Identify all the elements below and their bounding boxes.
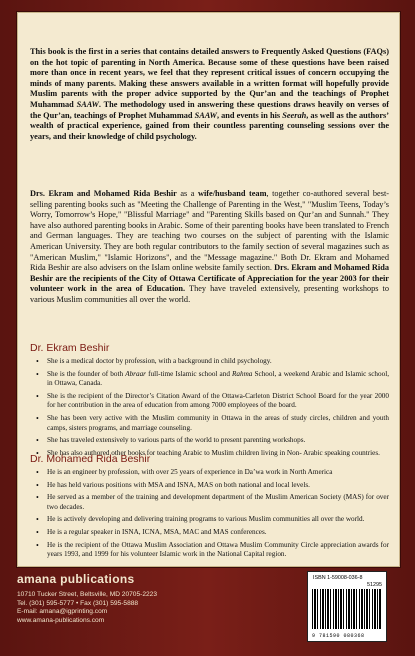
publisher-address: 10710 Tucker Street, Beltsville, MD 20705-2223 bbox=[17, 591, 158, 598]
ekram-item-2-rahma: Rahma bbox=[232, 369, 253, 378]
mohamed-item-3: He served as a member of the training and development department of the Muslim American Society (MAS) for over two decades. bbox=[47, 493, 389, 511]
list-item bbox=[30, 370, 389, 389]
ekram-heading: Dr. Ekram Beshir bbox=[30, 342, 110, 354]
isbn-label: ISBN 1-59008-036-8 bbox=[313, 575, 363, 581]
ekram-item-3: She is the recipient of the Director’s Citation Award of the Ottawa-Carleton District School Board for the year 2000 for her contribution in the area of education from among 7000 employees of the board. bbox=[47, 391, 389, 410]
authors-bio bbox=[30, 189, 389, 306]
ekram-list bbox=[30, 357, 389, 461]
list-item bbox=[30, 357, 389, 367]
publisher-website: www.amana-publications.com bbox=[17, 616, 105, 624]
mohamed-item-5: He is a regular speaker in ISNA, ICNA, MSA, MAC and MAS conferences. bbox=[47, 527, 267, 536]
mohamed-list bbox=[30, 468, 389, 563]
intro-text-2: . The methodology used in answering these questions draws heavily on verses of the Qur’an, teachings of Prophet Muhammad bbox=[30, 99, 389, 120]
intro-saaw-2: SAAW bbox=[194, 110, 217, 120]
ekram-item-2-pre: She is the founder of both bbox=[47, 369, 126, 378]
price-code: 51295 bbox=[367, 582, 382, 588]
bio-body-1: , together co-authored several best-selling parenting books such as "Meeting the Challenge of Parenting in the West," "Muslim Teens, Today’s Worry, Tomorrow’s Hope," "Blissful Marriage" and "Parenting Skills based on Qur’an and Sunnah." They have also authored parenting books in Arabic. Some of their parenting books have been translated to French and German languages. They are teaching two courses on the subject of parenting with the Islamic American University. They are both regular contributors to the family section of several magazines such as "American Muslim," "Islamic Horizons", and the "Message magazine." Both Dr. Ekram and Mohamed Rida Beshir are also advisers on the Islam online website family section. bbox=[30, 189, 390, 273]
intro-paragraph bbox=[30, 47, 389, 142]
intro-saaw-1: SAAW bbox=[76, 99, 99, 109]
list-item bbox=[30, 436, 389, 446]
list-item bbox=[30, 468, 389, 478]
list-item bbox=[30, 493, 389, 512]
mohamed-item-6: He is the recipient of the Ottawa Muslim Association and Ottawa Muslim Community Circle appreciation awards for years 1993, and 1999 for his volunteer Islamic work in the National Capital region. bbox=[47, 540, 389, 559]
text-panel bbox=[17, 12, 400, 567]
intro-text-4: , as well as the authors’ wealth of practical experience, gained from their countless parenting counseling sessions over the years, and their knowledge of child psychology. bbox=[30, 110, 389, 141]
bio-award: Drs. Ekram and Mohamed Rida Beshir are the recipients of the City of Ottawa Certificate of Appreciation for the year 2003 for their volunteer work in the area of Education. bbox=[30, 263, 389, 294]
ekram-item-2-post: School, a weekend Arabic and Islamic school, in Ottawa, Canada. bbox=[47, 369, 389, 388]
publisher-address-block bbox=[17, 591, 157, 625]
mohamed-item-1: He is an engineer by profession, with over 25 years of experience in Da’wa work in North America bbox=[47, 468, 333, 476]
publisher-phone: Tel. (301) 595-5777 • Fax (301) 595-5888 bbox=[17, 599, 139, 607]
barcode-bars bbox=[312, 589, 382, 629]
bio-team: wife/husband team bbox=[197, 189, 267, 198]
list-item bbox=[30, 541, 389, 560]
list-item bbox=[30, 414, 389, 433]
isbn-barcode bbox=[307, 571, 387, 642]
publisher-name: amana publications bbox=[17, 572, 135, 586]
bio-names: Drs. Ekram and Mohamed Rida Beshir bbox=[30, 189, 177, 198]
ekram-item-5: She has traveled extensively to various parts of the world to present parenting workshops. bbox=[47, 436, 306, 445]
list-item bbox=[30, 528, 389, 538]
ekram-item-4: She has been very active with the Muslim community in Ottawa in the areas of study circles, children and youth camps, sisters programs, and marriage counseling. bbox=[47, 413, 389, 432]
ekram-item-2-abraar: Abraar bbox=[125, 369, 146, 378]
mohamed-item-4: He is actively developing and delivering training programs to various Muslim communities all over the world. bbox=[47, 515, 365, 524]
list-item bbox=[30, 515, 389, 525]
ekram-item-6: She has also authored other books for teaching Arabic to Muslim children living in Non- Arabic speaking countries. bbox=[47, 448, 380, 457]
mohamed-item-2: He has held various positions with MSA and ISNA, MAS on both national and local levels. bbox=[47, 480, 310, 489]
list-item bbox=[30, 481, 389, 491]
mohamed-heading: Dr. Mohamed Rida Beshir bbox=[30, 453, 151, 465]
intro-seerah: Seerah bbox=[282, 110, 307, 120]
ekram-item-2-mid: full-time Islamic school and bbox=[145, 369, 233, 378]
publisher-email: E-mail: amana@igprinting.com bbox=[17, 608, 108, 616]
ekram-item-1: She is a medical doctor by profession, with a background in child psychology. bbox=[47, 357, 272, 365]
intro-text-1: This book is the first in a series that contains detailed answers to Frequently Asked Questions (FAQs) on the hot topic of parenting in North America. Because some of these questions have been raised more than once in recent years, we feel that they represent critical issues of concern occupying the minds of many parents. Making these answers available in a written format will hopefully provide Muslim parents with the proper advice supported by the Qur’an and the teachings of Prophet Muhammad bbox=[30, 47, 389, 109]
bio-body-2: They have traveled extensively, presenting workshops to various Muslim communities all over the world. bbox=[30, 284, 389, 304]
bio-as-a: as a bbox=[176, 189, 198, 198]
intro-text-3: , and events in his bbox=[216, 110, 283, 120]
list-item bbox=[30, 392, 389, 411]
barcode-number: 9 781590 080368 bbox=[312, 633, 365, 639]
